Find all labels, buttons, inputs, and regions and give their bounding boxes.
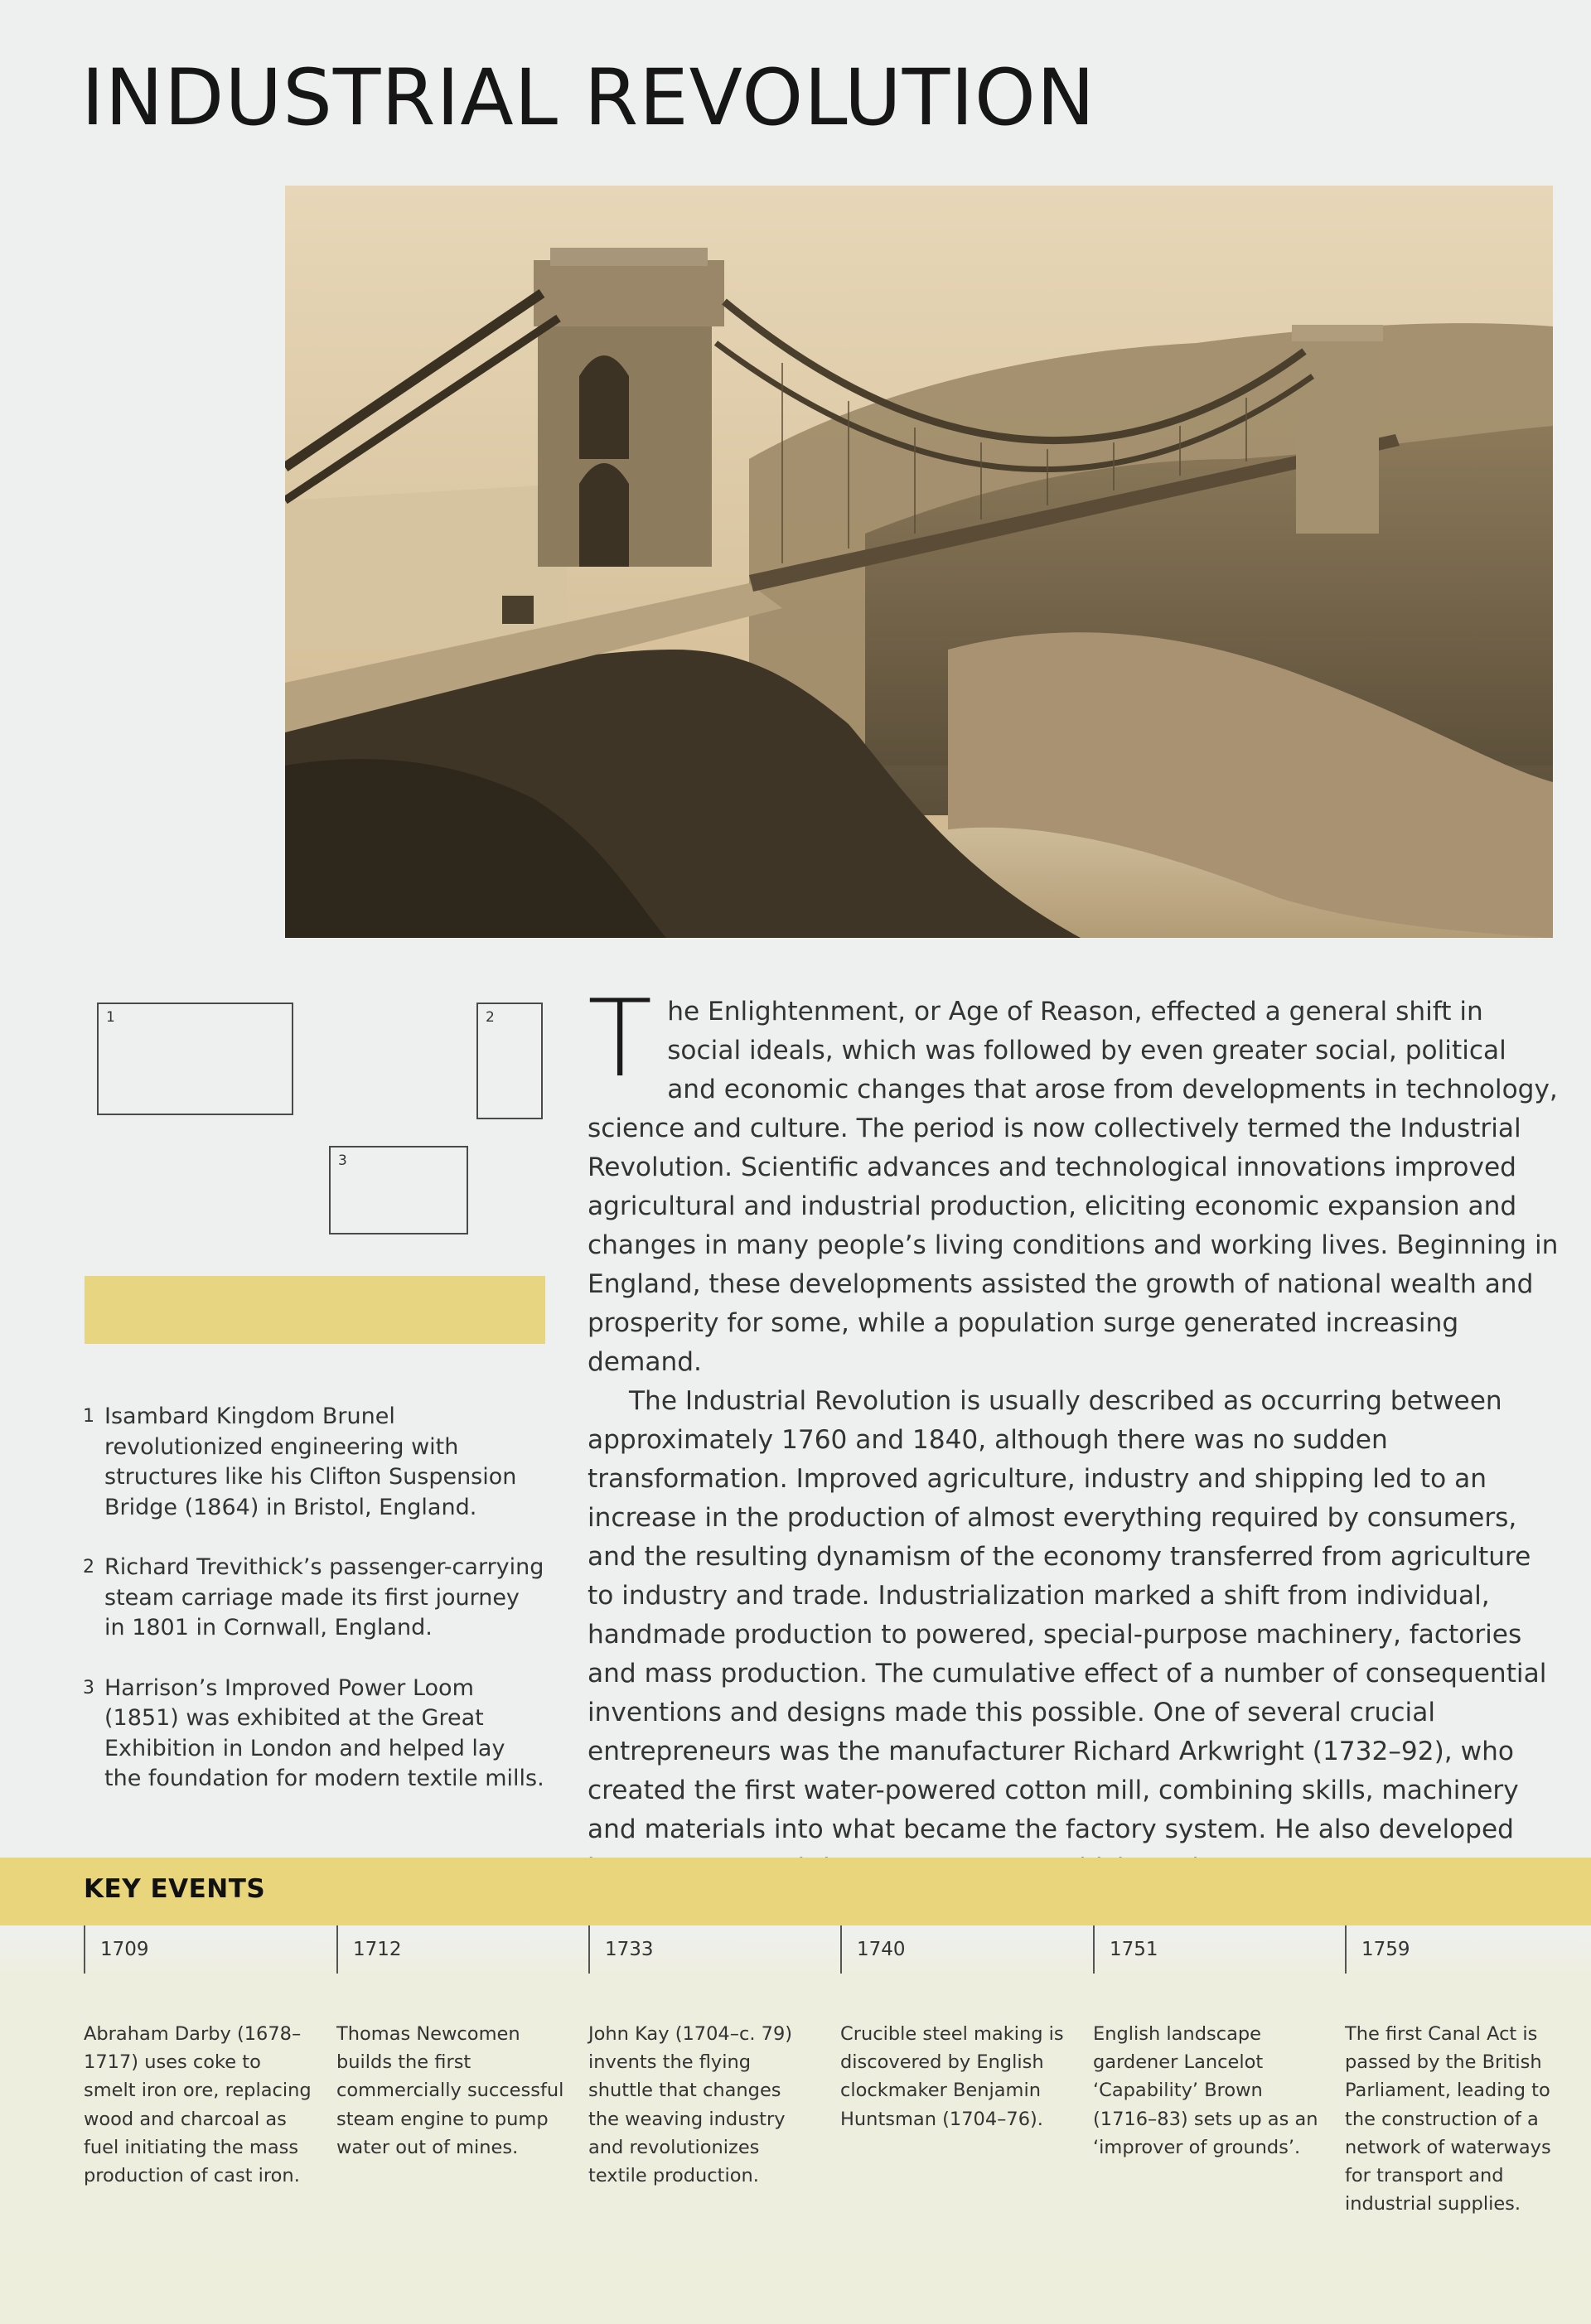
event-year: 1740	[857, 1939, 906, 1960]
timeline-tick	[588, 1925, 590, 1974]
captions	[83, 1402, 547, 1824]
event-year: 1751	[1110, 1939, 1158, 1960]
key-events-heading: KEY EVENTS	[84, 1874, 266, 1904]
timeline-tick	[84, 1925, 85, 1974]
locator-box-1	[97, 1003, 293, 1115]
timeline-tick	[840, 1925, 842, 1974]
locator-number: 2	[486, 1009, 495, 1026]
event-description: John Kay (1704–c. 79) invents the flying shuttle that changes the weaving industry and revolutionizes textile production.	[588, 2023, 793, 2187]
paragraph-text: he Enlightenment, or Age of Reason, effected a general shift in social ideals, which was followed by even greater social, political and economic changes that arose from developments in technology, science and culture. The period is now collectively termed the Industrial Revolution. Scientific advances and technological innovations improved agricultural and industrial production, eliciting economic expansion and changes in many people’s living conditions and working lives. Beginning in England, these developments assisted the growth of national wealth and prosperity for some, while a population surge generated increasing demand.	[588, 997, 1559, 1377]
caption-1	[83, 1402, 547, 1523]
caption-number: 3	[83, 1677, 94, 1698]
caption-text: Harrison’s Improved Power Loom (1851) was exhibited at the Great Exhibition in London and helped lay the foundation for modern textile mills.	[104, 1674, 544, 1791]
caption-3	[83, 1674, 547, 1795]
caption-text: Richard Trevithick’s passenger-carrying steam carriage made its first journey in 1801 in Cornwall, England.	[104, 1554, 544, 1640]
caption-2	[83, 1553, 547, 1644]
locator-number: 3	[338, 1152, 347, 1169]
event-description: English landscape gardener Lancelot ‘Capability’ Brown (1716–83) sets up as an ‘improver of grounds’.	[1093, 2023, 1318, 2158]
caption-number: 1	[83, 1406, 94, 1427]
event-description: The first Canal Act is passed by the British Parliament, leading to the construction of a network of waterways for transport and industrial supplies.	[1345, 2023, 1551, 2215]
color-swatch	[85, 1276, 545, 1344]
event-year: 1709	[100, 1939, 149, 1960]
caption-number: 2	[83, 1557, 94, 1578]
timeline-tick	[1345, 1925, 1347, 1974]
event-description: Thomas Newcomen builds the first commercially successful steam engine to pump water out of mines.	[336, 2023, 564, 2158]
event-description: Crucible steel making is discovered by English clockmaker Benjamin Huntsman (1704–76).	[840, 2023, 1064, 2130]
event-year: 1712	[353, 1939, 402, 1960]
drop-cap: T	[588, 978, 653, 1101]
body-paragraph-2: The Industrial Revolution is usually described as occurring between approximately 1760 and 1840, although there was no sudden transformation. Improved agriculture, industry and shipping led to an increase in the production of almost everything required by consumers, and the resulting dynamism of the economy transferred from agriculture to industry and trade. Industrialization marked a shift from individual, handmade production to powered, special-purpose machinery, factories and mass production. The cumulative effect of a number of consequential inventions and designs made this possible. One of several crucial entrepreneurs was the manufacturer Richard Arkwright (1732–92), who created the first water-powered cotton mill, combining skills, machinery and materials into what became the factory system. He also developed	[588, 1386, 1547, 1844]
locator-box-3	[329, 1146, 468, 1234]
event-year: 1733	[605, 1939, 654, 1960]
event-year: 1759	[1361, 1939, 1410, 1960]
timeline-tick	[1093, 1925, 1095, 1974]
body-paragraph-1	[588, 978, 1559, 1382]
locator-number: 1	[106, 1009, 115, 1026]
caption-text: Isambard Kingdom Brunel revolutionized engineering with structures like his Clifton Suspension Bridge (1864) in Bristol, England.	[104, 1404, 517, 1520]
locator-box-2	[476, 1003, 543, 1119]
event-description: Abraham Darby (1678–1717) uses coke to smelt iron ore, replacing wood and charcoal as fuel initiating the mass production of cast iron.	[84, 2023, 312, 2187]
page-title: INDUSTRIAL REVOLUTION	[81, 53, 1096, 143]
body-text	[588, 978, 1559, 1888]
bridge-photo	[285, 186, 1553, 938]
timeline-tick	[336, 1925, 338, 1974]
